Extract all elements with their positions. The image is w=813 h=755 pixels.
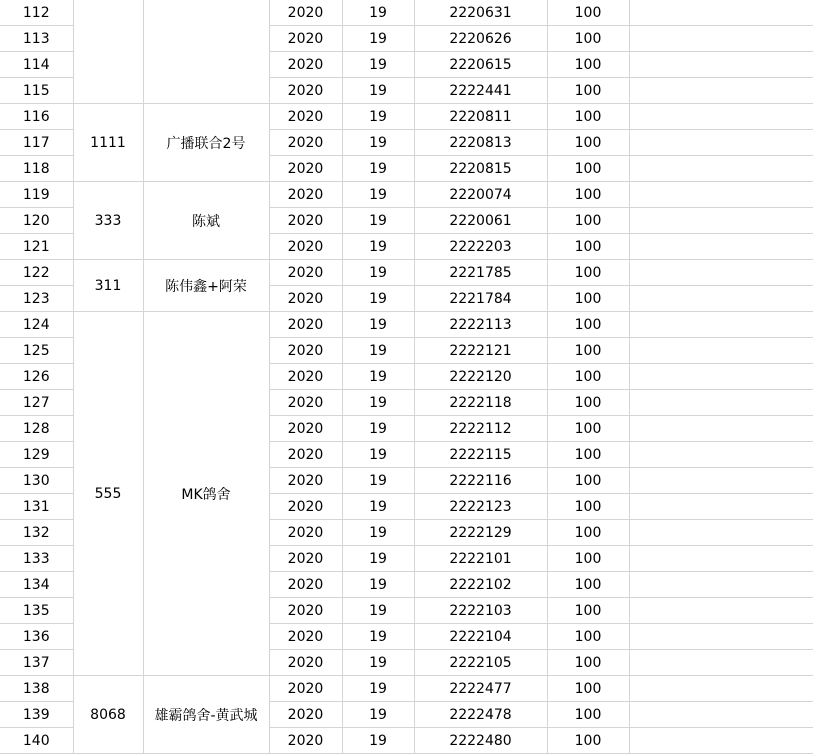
score-cell[interactable]: 100 [547, 572, 629, 598]
ring-number-cell[interactable]: 2220813 [414, 130, 547, 156]
year-cell[interactable]: 2020 [269, 26, 342, 52]
empty-cell[interactable] [629, 728, 813, 754]
member-id-cell[interactable]: 8068 [73, 676, 143, 754]
score-cell[interactable]: 100 [547, 390, 629, 416]
row-number-cell[interactable]: 129 [0, 442, 73, 468]
row-number-cell[interactable]: 113 [0, 26, 73, 52]
year-cell[interactable]: 2020 [269, 494, 342, 520]
table-row [0, 104, 813, 130]
ring-number-cell[interactable]: 2222121 [414, 338, 547, 364]
year-cell[interactable]: 2020 [269, 156, 342, 182]
year-cell[interactable]: 2020 [269, 598, 342, 624]
score-cell[interactable]: 100 [547, 260, 629, 286]
empty-cell[interactable] [629, 624, 813, 650]
age-cell[interactable]: 19 [342, 104, 414, 130]
empty-cell[interactable] [629, 26, 813, 52]
empty-cell[interactable] [629, 208, 813, 234]
empty-cell[interactable] [629, 364, 813, 390]
score-cell[interactable]: 100 [547, 676, 629, 702]
year-cell[interactable]: 2020 [269, 572, 342, 598]
year-cell[interactable]: 2020 [269, 650, 342, 676]
score-cell[interactable]: 100 [547, 650, 629, 676]
row-number-cell[interactable]: 114 [0, 52, 73, 78]
member-id-cell[interactable]: 555 [73, 312, 143, 676]
row-number-cell[interactable]: 116 [0, 104, 73, 130]
empty-cell[interactable] [629, 234, 813, 260]
year-cell[interactable]: 2020 [269, 0, 342, 26]
year-cell[interactable]: 2020 [269, 390, 342, 416]
age-cell[interactable]: 19 [342, 130, 414, 156]
year-cell[interactable]: 2020 [269, 130, 342, 156]
ring-number-cell[interactable]: 2222104 [414, 624, 547, 650]
age-cell[interactable]: 19 [342, 598, 414, 624]
table-row [0, 182, 813, 208]
ring-number-cell[interactable]: 2222123 [414, 494, 547, 520]
score-cell[interactable]: 100 [547, 130, 629, 156]
year-cell[interactable]: 2020 [269, 468, 342, 494]
ring-number-cell[interactable]: 2220626 [414, 26, 547, 52]
score-cell[interactable]: 100 [547, 0, 629, 26]
loft-name-cell[interactable]: 雄霸鸽舍-黄武城 [143, 676, 269, 754]
ring-number-cell[interactable]: 2222101 [414, 546, 547, 572]
age-cell[interactable]: 19 [342, 312, 414, 338]
score-cell[interactable]: 100 [547, 442, 629, 468]
age-cell[interactable]: 19 [342, 520, 414, 546]
ring-number-cell[interactable]: 2220074 [414, 182, 547, 208]
empty-cell[interactable] [629, 520, 813, 546]
empty-cell[interactable] [629, 702, 813, 728]
year-cell[interactable]: 2020 [269, 676, 342, 702]
ring-number-cell[interactable]: 2222478 [414, 702, 547, 728]
loft-name-cell[interactable]: MK鸽舍 [143, 312, 269, 676]
score-cell[interactable]: 100 [547, 338, 629, 364]
empty-cell[interactable] [629, 650, 813, 676]
row-number-cell[interactable]: 118 [0, 156, 73, 182]
score-cell[interactable]: 100 [547, 26, 629, 52]
year-cell[interactable]: 2020 [269, 286, 342, 312]
year-cell[interactable]: 2020 [269, 338, 342, 364]
row-number-cell[interactable]: 124 [0, 312, 73, 338]
empty-cell[interactable] [629, 104, 813, 130]
empty-cell[interactable] [629, 130, 813, 156]
row-number-cell[interactable]: 117 [0, 130, 73, 156]
table-row [0, 676, 813, 702]
member-id-cell[interactable]: 333 [73, 182, 143, 260]
score-cell[interactable]: 100 [547, 520, 629, 546]
score-cell[interactable]: 100 [547, 312, 629, 338]
member-id-cell[interactable]: 311 [73, 260, 143, 312]
year-cell[interactable]: 2020 [269, 702, 342, 728]
score-cell[interactable]: 100 [547, 494, 629, 520]
score-cell[interactable]: 100 [547, 78, 629, 104]
empty-cell[interactable] [629, 260, 813, 286]
empty-cell[interactable] [629, 416, 813, 442]
age-cell[interactable]: 19 [342, 650, 414, 676]
score-cell[interactable]: 100 [547, 468, 629, 494]
empty-cell[interactable] [629, 572, 813, 598]
age-cell[interactable]: 19 [342, 52, 414, 78]
year-cell[interactable]: 2020 [269, 208, 342, 234]
year-cell[interactable]: 2020 [269, 364, 342, 390]
year-cell[interactable]: 2020 [269, 416, 342, 442]
ring-number-cell[interactable]: 2221785 [414, 260, 547, 286]
age-cell[interactable]: 19 [342, 624, 414, 650]
age-cell[interactable]: 19 [342, 702, 414, 728]
row-number-cell[interactable]: 120 [0, 208, 73, 234]
score-cell[interactable]: 100 [547, 546, 629, 572]
score-cell[interactable]: 100 [547, 286, 629, 312]
empty-cell[interactable] [629, 442, 813, 468]
empty-cell[interactable] [629, 546, 813, 572]
age-cell[interactable]: 19 [342, 442, 414, 468]
score-cell[interactable]: 100 [547, 416, 629, 442]
empty-cell[interactable] [629, 0, 813, 26]
year-cell[interactable]: 2020 [269, 52, 342, 78]
empty-cell[interactable] [629, 312, 813, 338]
row-number-cell[interactable]: 130 [0, 468, 73, 494]
ring-number-cell[interactable]: 2222116 [414, 468, 547, 494]
empty-cell[interactable] [629, 390, 813, 416]
table-row [0, 312, 813, 338]
ring-number-cell[interactable]: 2222129 [414, 520, 547, 546]
table-row [0, 260, 813, 286]
ring-number-cell[interactable]: 2222203 [414, 234, 547, 260]
row-number-cell[interactable]: 121 [0, 234, 73, 260]
row-number-cell[interactable]: 123 [0, 286, 73, 312]
age-cell[interactable]: 19 [342, 416, 414, 442]
ring-number-cell[interactable]: 2222480 [414, 728, 547, 754]
age-cell[interactable]: 19 [342, 78, 414, 104]
age-cell[interactable]: 19 [342, 234, 414, 260]
age-cell[interactable]: 19 [342, 546, 414, 572]
year-cell[interactable]: 2020 [269, 546, 342, 572]
year-cell[interactable]: 2020 [269, 728, 342, 754]
age-cell[interactable]: 19 [342, 364, 414, 390]
row-number-cell[interactable]: 126 [0, 364, 73, 390]
row-number-cell[interactable]: 125 [0, 338, 73, 364]
row-number-cell[interactable]: 131 [0, 494, 73, 520]
score-cell[interactable]: 100 [547, 598, 629, 624]
empty-cell[interactable] [629, 598, 813, 624]
ring-number-cell[interactable]: 2222113 [414, 312, 547, 338]
member-id-cell[interactable]: 1111 [73, 104, 143, 182]
row-number-cell[interactable]: 140 [0, 728, 73, 754]
score-cell[interactable]: 100 [547, 364, 629, 390]
empty-cell[interactable] [629, 182, 813, 208]
age-cell[interactable]: 19 [342, 286, 414, 312]
year-cell[interactable]: 2020 [269, 442, 342, 468]
age-cell[interactable]: 19 [342, 728, 414, 754]
row-number-cell[interactable]: 128 [0, 416, 73, 442]
table-row [0, 0, 813, 26]
empty-cell[interactable] [629, 468, 813, 494]
year-cell[interactable]: 2020 [269, 234, 342, 260]
ring-number-cell[interactable]: 2222105 [414, 650, 547, 676]
age-cell[interactable]: 19 [342, 390, 414, 416]
row-number-cell[interactable]: 127 [0, 390, 73, 416]
empty-cell[interactable] [629, 52, 813, 78]
year-cell[interactable]: 2020 [269, 312, 342, 338]
loft-name-cell[interactable]: 广播联合2号 [143, 104, 269, 182]
row-number-cell[interactable]: 134 [0, 572, 73, 598]
row-number-cell[interactable]: 136 [0, 624, 73, 650]
year-cell[interactable]: 2020 [269, 624, 342, 650]
ring-number-cell[interactable]: 2222441 [414, 78, 547, 104]
score-cell[interactable]: 100 [547, 104, 629, 130]
age-cell[interactable]: 19 [342, 208, 414, 234]
age-cell[interactable]: 19 [342, 572, 414, 598]
empty-cell[interactable] [629, 78, 813, 104]
score-cell[interactable]: 100 [547, 702, 629, 728]
ring-number-cell[interactable]: 2220061 [414, 208, 547, 234]
empty-cell[interactable] [629, 338, 813, 364]
age-cell[interactable]: 19 [342, 494, 414, 520]
row-number-cell[interactable]: 139 [0, 702, 73, 728]
ring-number-cell[interactable]: 2220811 [414, 104, 547, 130]
row-number-cell[interactable]: 122 [0, 260, 73, 286]
member-id-cell[interactable] [73, 0, 143, 104]
age-cell[interactable]: 19 [342, 468, 414, 494]
row-number-cell[interactable]: 135 [0, 598, 73, 624]
year-cell[interactable]: 2020 [269, 520, 342, 546]
age-cell[interactable]: 19 [342, 26, 414, 52]
loft-name-cell[interactable] [143, 0, 269, 104]
loft-name-cell[interactable]: 陈斌 [143, 182, 269, 260]
ring-number-cell[interactable]: 2221784 [414, 286, 547, 312]
year-cell[interactable]: 2020 [269, 104, 342, 130]
score-cell[interactable]: 100 [547, 728, 629, 754]
loft-name-cell[interactable]: 陈伟鑫+阿荣 [143, 260, 269, 312]
age-cell[interactable]: 19 [342, 260, 414, 286]
ring-number-cell[interactable]: 2220815 [414, 156, 547, 182]
row-number-cell[interactable]: 138 [0, 676, 73, 702]
score-cell[interactable]: 100 [547, 156, 629, 182]
row-number-cell[interactable]: 112 [0, 0, 73, 26]
ring-number-cell[interactable]: 2222112 [414, 416, 547, 442]
ring-number-cell[interactable]: 2220615 [414, 52, 547, 78]
score-cell[interactable]: 100 [547, 624, 629, 650]
ring-number-cell[interactable]: 2220631 [414, 0, 547, 26]
age-cell[interactable]: 19 [342, 0, 414, 26]
ring-number-cell[interactable]: 2222477 [414, 676, 547, 702]
ring-number-cell[interactable]: 2222102 [414, 572, 547, 598]
score-cell[interactable]: 100 [547, 182, 629, 208]
ring-number-cell[interactable]: 2222103 [414, 598, 547, 624]
year-cell[interactable]: 2020 [269, 182, 342, 208]
year-cell[interactable]: 2020 [269, 78, 342, 104]
empty-cell[interactable] [629, 156, 813, 182]
row-number-cell[interactable]: 137 [0, 650, 73, 676]
row-number-cell[interactable]: 133 [0, 546, 73, 572]
empty-cell[interactable] [629, 676, 813, 702]
row-number-cell[interactable]: 132 [0, 520, 73, 546]
year-cell[interactable]: 2020 [269, 260, 342, 286]
empty-cell[interactable] [629, 286, 813, 312]
ring-number-cell[interactable]: 2222115 [414, 442, 547, 468]
score-cell[interactable]: 100 [547, 208, 629, 234]
ring-number-cell[interactable]: 2222120 [414, 364, 547, 390]
age-cell[interactable]: 19 [342, 338, 414, 364]
age-cell[interactable]: 19 [342, 156, 414, 182]
row-number-cell[interactable]: 115 [0, 78, 73, 104]
score-cell[interactable]: 100 [547, 234, 629, 260]
age-cell[interactable]: 19 [342, 182, 414, 208]
empty-cell[interactable] [629, 494, 813, 520]
age-cell[interactable]: 19 [342, 676, 414, 702]
row-number-cell[interactable]: 119 [0, 182, 73, 208]
ring-number-cell[interactable]: 2222118 [414, 390, 547, 416]
score-cell[interactable]: 100 [547, 52, 629, 78]
